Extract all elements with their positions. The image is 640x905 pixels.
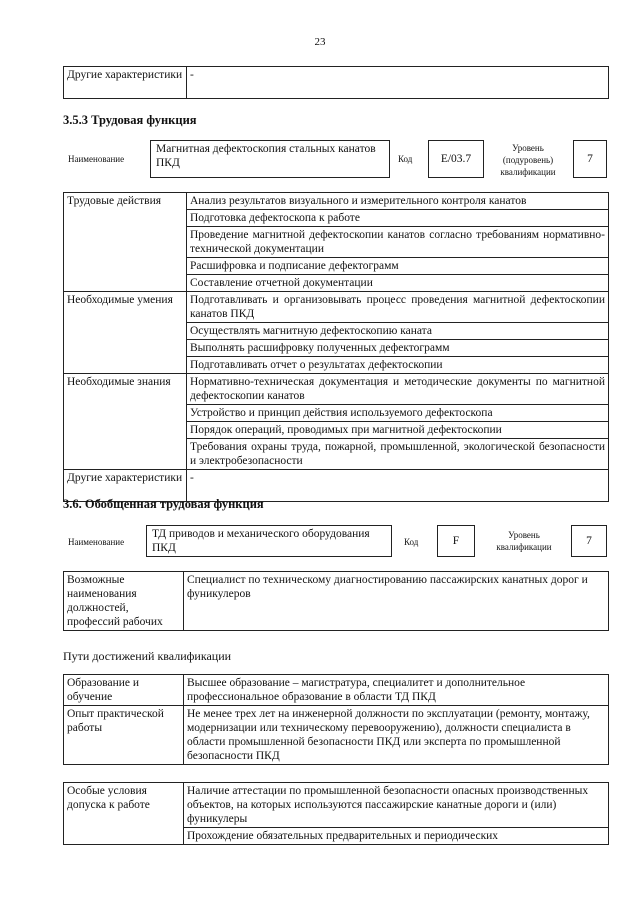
name-value-36: ТД приводов и механического оборудования ПКД xyxy=(146,525,392,557)
name-label-36: Наименование xyxy=(68,537,125,547)
positions-table xyxy=(63,571,609,631)
knowledge-item: Требования охраны труда, пожарной, промышленной, экологической безопасности и электробезопасности xyxy=(187,439,609,470)
qualification-paths-heading: Пути достижений квалификации xyxy=(63,649,232,663)
actions-label: Трудовые действия xyxy=(64,193,187,292)
other-characteristics-value: - xyxy=(187,470,609,502)
other-characteristics-label: Другие характеристики xyxy=(64,67,187,99)
education-value: Высшее образование – магистратура, специалитет и дополнительное профессиональное образование в области ТД ПКД xyxy=(184,675,609,706)
knowledge-label: Необходимые знания xyxy=(64,374,187,470)
skill-item: Осуществлять магнитную дефектоскопию каната xyxy=(187,323,609,340)
level-value-353: 7 xyxy=(573,140,607,178)
action-item: Проведение магнитной дефектоскопии канатов согласно требованиям нормативно-технической документации xyxy=(187,227,609,258)
action-item: Расшифровка и подписание дефектограмм xyxy=(187,258,609,275)
labor-functions-table xyxy=(63,192,609,502)
action-item: Анализ результатов визуального и измерительного контроля канатов xyxy=(187,193,609,210)
experience-value: Не менее трех лет на инженерной должности по эксплуатации (ремонту, монтажу, модернизации или техническому перевооружению), должности специалиста в области промышленной безопасности ПКД или эксперта по промышленной безопасности ПКД xyxy=(184,706,609,765)
education-label: Образование и обучение xyxy=(64,675,184,706)
section-heading-353: 3.5.3 Трудовая функция xyxy=(63,113,197,127)
page-number: 23 xyxy=(314,36,326,48)
positions-label: Возможные наименования должностей, профессий рабочих xyxy=(64,572,184,631)
section-heading-36: 3.6. Обобщенная трудовая функция xyxy=(63,497,264,511)
code-label-36: Код xyxy=(404,537,419,547)
knowledge-item: Устройство и принцип действия используемого дефектоскопа xyxy=(187,405,609,422)
code-value-36: F xyxy=(437,525,475,557)
action-item: Составление отчетной документации xyxy=(187,275,609,292)
other-characteristics-value: - xyxy=(187,67,609,99)
knowledge-item: Нормативно-техническая документация и методические документы по магнитной дефектоскопии канатов xyxy=(187,374,609,405)
code-value-353: E/03.7 xyxy=(428,140,484,178)
level-label-36: Уровень квалификации xyxy=(496,530,552,552)
qualification-paths-table xyxy=(63,674,609,765)
skill-item: Подготавливать и организовывать процесс проведения магнитной дефектоскопии канатов ПКД xyxy=(187,292,609,323)
other-characteristics-label: Другие характеристики xyxy=(64,470,187,502)
action-item: Подготовка дефектоскопа к работе xyxy=(187,210,609,227)
name-value-353: Магнитная дефектоскопия стальных канатов ПКД xyxy=(150,140,390,178)
level-value-36: 7 xyxy=(571,525,607,557)
special-condition-item: Прохождение обязательных предварительных и периодических xyxy=(184,828,609,845)
special-condition-item: Наличие аттестации по промышленной безопасности опасных производственных объектов, на которых используются пассажирские канатные дороги и (или) фуникулеры xyxy=(184,783,609,828)
positions-value: Специалист по техническому диагностированию пассажирских канатных дорог и фуникулеров xyxy=(184,572,609,631)
other-characteristics-table-top xyxy=(63,66,609,99)
skill-item: Подготавливать отчет о результатах дефектоскопии xyxy=(187,357,609,374)
skills-label: Необходимые умения xyxy=(64,292,187,374)
name-label-353: Наименование xyxy=(68,154,125,164)
level-label-353: Уровень (подуровень) квалификации xyxy=(500,143,556,177)
special-conditions-table xyxy=(63,782,609,845)
skill-item: Выполнять расшифровку полученных дефектограмм xyxy=(187,340,609,357)
knowledge-item: Порядок операций, проводимых при магнитной дефектоскопии xyxy=(187,422,609,439)
special-conditions-label: Особые условия допуска к работе xyxy=(64,783,184,845)
code-label-353: Код xyxy=(398,154,413,164)
experience-label: Опыт практической работы xyxy=(64,706,184,765)
